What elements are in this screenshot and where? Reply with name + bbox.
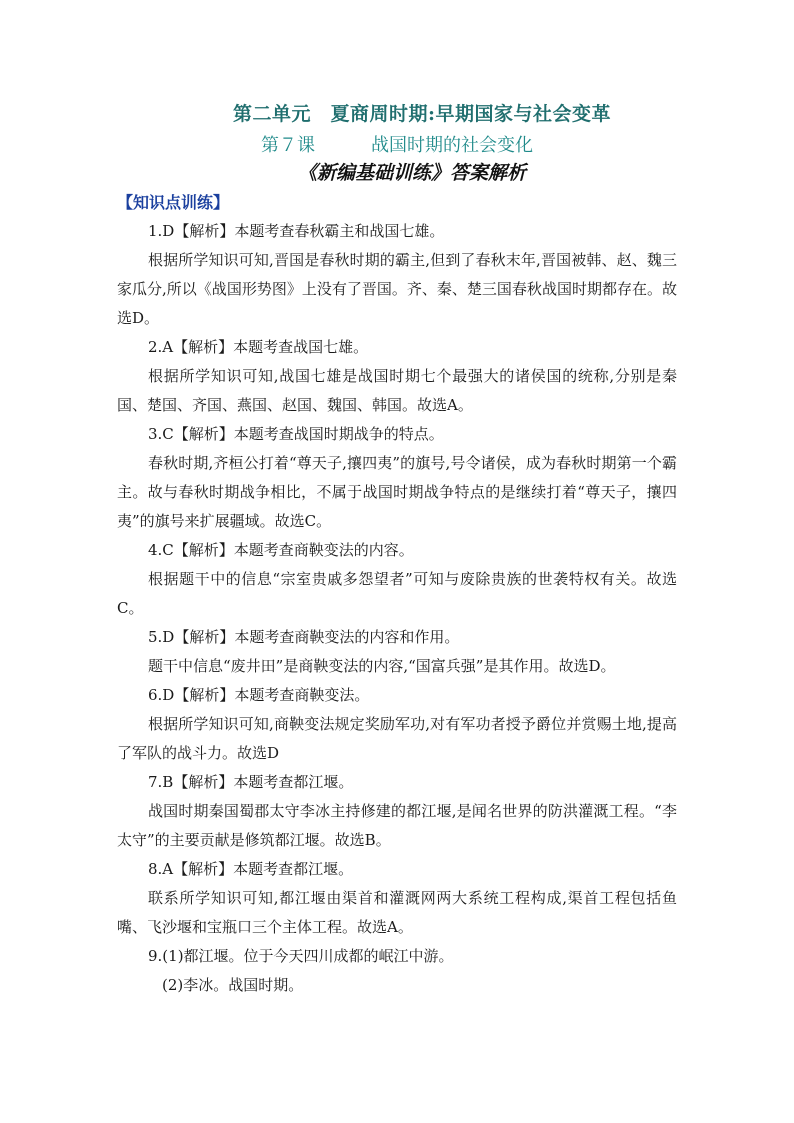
document-title: 《新编基础训练》答案解析: [297, 162, 526, 184]
answer-paragraph-8: 联系所学知识可知,都江堰由渠首和灌溉网两大系统工程构成,渠首工程包括鱼嘴、飞沙堰和宝瓶口三个主体工程。故选A。: [117, 889, 677, 936]
lesson-label: 第７课: [261, 135, 315, 156]
question-line-7: 7.B【解析】本题考查都江堰。: [148, 773, 354, 791]
question-line-5: 5.D【解析】本题考查商鞅变法的内容和作用。: [148, 628, 460, 646]
question-line-4: 4.C【解析】本题考查商鞅变法的内容。: [148, 541, 414, 559]
question-line-9: 9.(1)都江堰。位于今天四川成都的岷江中游。: [148, 947, 454, 965]
section-heading: 【知识点训练】: [117, 193, 230, 212]
answer-paragraph-5: 题干中信息“废井田”是商鞅变法的内容,“国富兵强”是其作用。故选D。: [148, 657, 616, 675]
question-line-8: 8.A【解析】本题考查都江堰。: [148, 860, 354, 878]
question-line-2: 2.A【解析】本题考查战国七雄。: [148, 338, 369, 356]
answer-paragraph-7: 战国时期秦国蜀郡太守李冰主持修建的都江堰,是闻名世界的防洪灌溉工程。“李太守”的主要贡献是修筑都江堰。故选B。: [117, 802, 677, 849]
answer-paragraph-3: 春秋时期,齐桓公打着“尊天子,攘四夷”的旗号,号令诸侯，成为春秋时期第一个霸主。故与春秋时期战争相比，不属于战国时期战争特点的是继续打着“尊天子，攘四夷”的旗号来扩展疆域。故选C。: [117, 454, 677, 530]
unit-title: 第二单元 夏商周时期:早期国家与社会变革: [232, 103, 611, 125]
question-9-part-2: (2)李冰。战国时期。: [162, 976, 304, 994]
question-line-6: 6.D【解析】本题考查商鞅变法。: [148, 686, 370, 704]
answer-paragraph-6: 根据所学知识可知,商鞅变法规定奖励军功,对有军功者授予爵位并赏赐土地,提高了军队的战斗力。故选D: [117, 715, 677, 762]
question-line-3: 3.C【解析】本题考查战国时期战争的特点。: [148, 425, 444, 443]
question-line-1: 1.D【解析】本题考查春秋霸主和战国七雄。: [148, 222, 445, 240]
lesson-topic: 战国时期的社会变化: [371, 135, 533, 156]
lesson-title: [0, 131, 794, 157]
answer-paragraph-1: 根据所学知识可知,晋国是春秋时期的霸主,但到了春秋末年,晋国被韩、赵、魏三家瓜分,所以《战国形势图》上没有了晋国。齐、秦、楚三国春秋战国时期都存在。故选D。: [117, 251, 677, 327]
answer-paragraph-2: 根据所学知识可知,战国七雄是战国时期七个最强大的诸侯国的统称,分别是秦国、楚国、齐国、燕国、赵国、魏国、韩国。故选A。: [117, 367, 677, 414]
answer-list: [117, 217, 677, 1000]
answer-paragraph-4: 根据题干中的信息“宗室贵戚多怨望者”可知与废除贵族的世袭特权有关。故选C。: [117, 570, 677, 617]
